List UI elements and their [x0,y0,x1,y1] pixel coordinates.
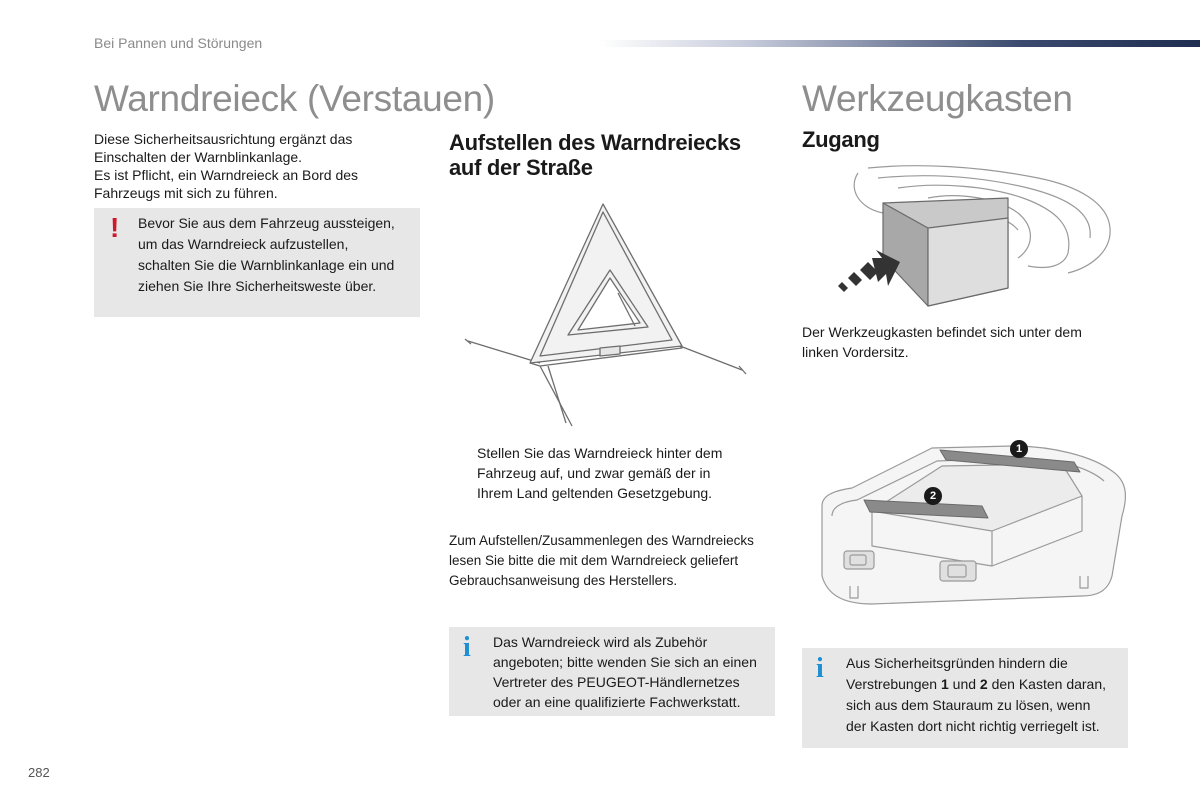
intro-line-4: Fahrzeugs mit sich zu führen. [94,185,278,201]
info-line: Aus Sicherheitsgründen hindern die [846,655,1068,671]
header-gradient-bar [600,40,1200,47]
warning-line: um das Warndreieck aufzustellen, [138,236,349,252]
bullet-text [477,443,767,503]
seat-toolbox-illustration [828,158,1118,318]
heading-line-1: Aufstellen des Warndreiecks [449,130,741,155]
callout-2: 2 [924,487,942,505]
toolbox-struts-illustration [812,436,1130,614]
info-text-part: den Kasten daran, [987,676,1107,692]
callout-1: 1 [1010,440,1028,458]
info-line: Vertreter des PEUGEOT-Händlernetzes [493,674,740,690]
info-line: der Kasten dort nicht richtig verriegelt ist. [846,718,1100,734]
warning-triangle-illustration [460,198,760,438]
warning-line: Bevor Sie aus dem Fahrzeug aussteigen, [138,215,395,231]
info-text [493,632,773,712]
info-note-box-accessory [449,627,775,716]
info-line: sich aus dem Stauraum zu lösen, wenn [846,697,1091,713]
info-line: Das Warndreieck wird als Zubehör [493,634,708,650]
bullet-line: Ihrem Land geltenden Gesetzgebung. [477,485,713,501]
intro-line-3: Es ist Pflicht, ein Warndreieck an Bord des [94,167,359,183]
page-number: 282 [28,765,50,780]
bullet-line: Fahrzeug auf, und zwar gemäß der in [477,465,711,481]
section-label: Bei Pannen und Störungen [94,35,263,51]
info-line [846,674,1126,695]
warning-icon: ! [110,212,120,243]
warning-note-box [94,208,420,317]
info-strut-ref-1: 1 [940,676,949,692]
intro-text [94,130,414,202]
info-text-part: und [948,676,980,692]
bullet-line: Stellen Sie das Warndreieck hinter dem [477,445,723,461]
info-strut-ref-2: 2 [979,676,988,692]
manual-paragraph [449,531,779,591]
para-line: Gebrauchsanweisung des Herstellers. [449,573,678,588]
para-line: lesen Sie bitte die mit dem Warndreieck geliefert [449,553,739,568]
warning-text [138,213,416,297]
info-line: oder an eine qualifizierte Fachwerkstatt. [493,694,741,710]
info-line: angeboten; bitte wenden Sie sich an einen [493,654,757,670]
warning-line: schalten Sie die Warnblinkanlage ein und [138,257,395,273]
page-title-warndreieck: Warndreieck (Verstauen) [94,78,495,119]
para-line: Zum Aufstellen/Zusammenlegen des Warndreiecks [449,533,754,548]
page-title-werkzeugkasten: Werkzeugkasten [802,78,1073,119]
warning-line: ziehen Sie Ihre Sicherheitsweste über. [138,278,377,294]
intro-line-2: Einschalten der Warnblinkanlage. [94,149,303,165]
heading-aufstellen [449,130,741,180]
info-icon: i [463,632,471,663]
info-icon: i [816,653,824,684]
intro-line-1: Diese Sicherheitsausrichtung ergänzt das [94,131,353,147]
heading-line-2: auf der Straße [449,155,593,180]
caption-line-2: linken Vordersitz. [802,344,909,360]
info-note-box-struts [802,648,1128,748]
toolbox-caption [802,322,1132,362]
caption-line-1: Der Werkzeugkasten befindet sich unter dem [802,324,1082,340]
info-text-part: Verstrebungen [846,676,941,692]
info-text [846,653,1126,737]
heading-zugang: Zugang [802,127,880,152]
